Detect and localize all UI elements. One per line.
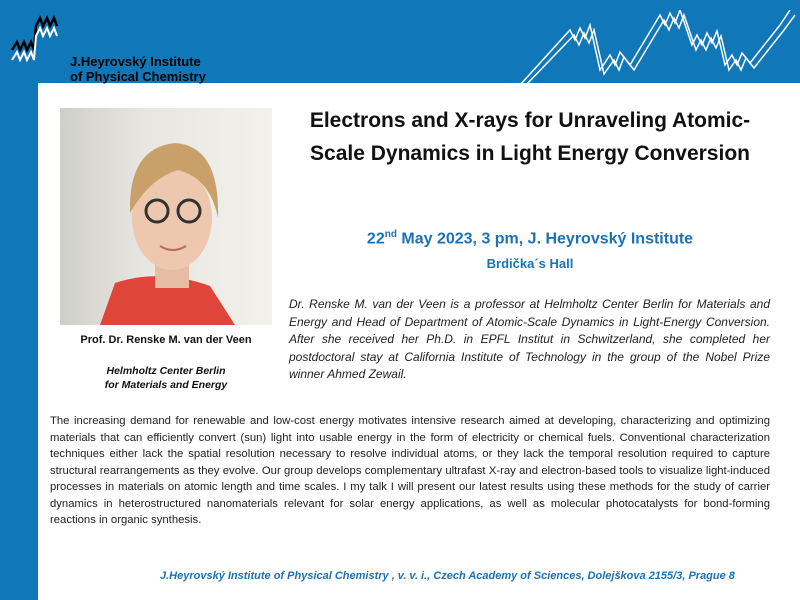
speaker-name: Prof. Dr. Renske M. van der Veen: [80, 334, 252, 346]
zigzag-decoration-icon: [520, 10, 800, 85]
talk-abstract: The increasing demand for renewable and low-cost energy motivates intensive research aimed at developing, characterizing and optimizing materials that can efficiently convert (sun) light into usable energy in the form of electricity or chemical fuels. Conventional characterization techniques either lack the spatial resolution necessary to resolve individual atoms, or they lack the temporal resolution required to capture structural rearrangements as they evolve. Our group develops complementary ultrafast X-ray and electron-based tools to visualize light-induced processes in materials on atomic length and time scales. I my talk I will present our latest results using these methods for the study of carrier dynamics in heterostructured nanomaterials relevant for solar energy applications, as well as molecular photocatalysts for bond-forming reactions in organic synthesis.: [50, 415, 770, 526]
speaker-affiliation-line2: for Materials and Energy: [104, 379, 228, 391]
institute-name-line1: J.Heyrovský Institute: [70, 54, 201, 69]
talk-date: [290, 229, 770, 248]
talk-title: Electrons and X-rays for Unraveling Atomic-Scale Dynamics in Light Energy Conversion: [309, 109, 751, 165]
speaker-photo: [60, 108, 272, 325]
institute-name-line2: of Physical Chemistry: [70, 69, 206, 84]
zigzag-logo-icon: [10, 12, 70, 74]
footer-address: J.Heyrovský Institute of Physical Chemistry , v. v. i., Czech Academy of Sciences, Dolejškova 2155/3, Prague 8: [160, 570, 735, 582]
speaker-bio: Dr. Renske M. van der Veen is a professor at Helmholtz Center Berlin for Materials and Energy and Head of Department of Atomic-Scale Dynamics in Light-Energy Conversion. After she received her Ph.D. in EPFL Institut in Schwitzerland, she completed her postdoctoral stay at California Institute of Technology in the group of the Nobel Prize winner Ahmed Zewail.: [289, 297, 770, 382]
speaker-portrait-icon: [60, 108, 272, 325]
talk-venue: Brdička´s Hall: [486, 256, 574, 271]
date-day: 22: [366, 230, 385, 248]
date-suffix: nd: [384, 229, 397, 240]
speaker-affiliation-line1: Helmholtz Center Berlin: [106, 365, 226, 377]
institute-logo: [10, 12, 210, 84]
date-rest: May 2023, 3 pm, J. Heyrovský Institute: [396, 230, 694, 248]
